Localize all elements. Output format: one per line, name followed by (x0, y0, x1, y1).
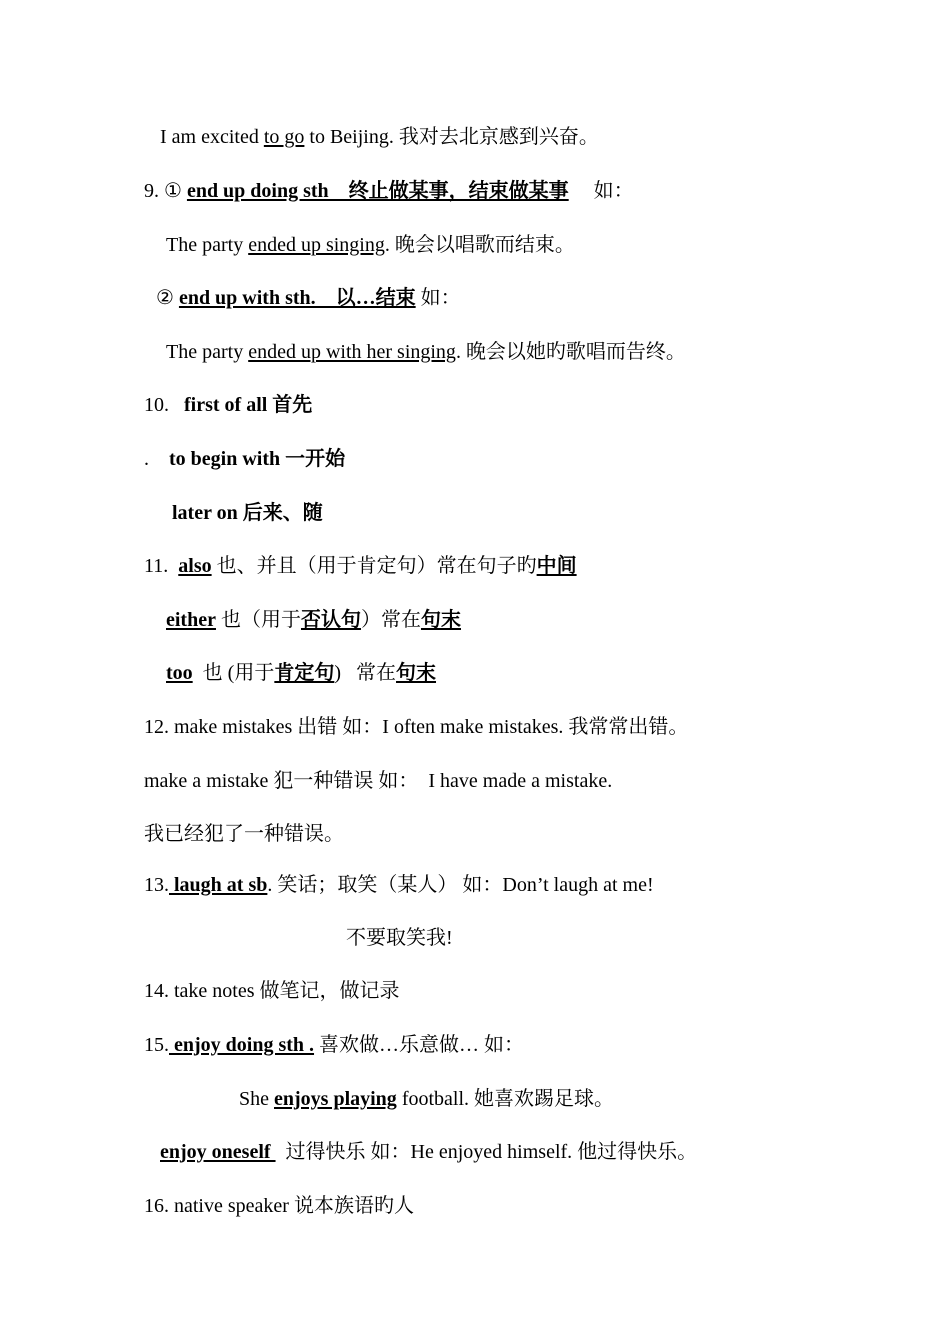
item-number: 13. (144, 874, 169, 896)
text: 也（用于 (215, 609, 301, 631)
phrase-heading: enjoy doing sth . (169, 1034, 315, 1056)
text: She (239, 1088, 274, 1110)
item-11-also (144, 553, 577, 579)
underlined-phrase: enjoys playing (274, 1088, 397, 1110)
emphasis: 句末 (396, 662, 437, 684)
text: to Beijing. 我对去北京感到兴奋。 (304, 126, 599, 148)
emphasis: 句末 (420, 609, 461, 631)
text: 如： (568, 180, 634, 202)
text: 喜欢做…乐意做… 如： (314, 1034, 525, 1056)
phrase-heading: also (178, 555, 212, 577)
phrase-heading: to begin with 一开始 (169, 448, 346, 470)
text: 也、并且（用于肯定句）常在句子旳 (211, 555, 537, 577)
item-12-mistake (144, 768, 612, 794)
item-9-1 (144, 178, 634, 204)
item-13-translation (346, 925, 453, 951)
item-13 (144, 872, 654, 898)
text: 不要取笑我! (346, 927, 453, 949)
item-14 (144, 978, 400, 1004)
phrase-heading: either (166, 609, 216, 631)
item-9-2 (156, 285, 461, 311)
text: 12. make mistakes 出错 如：I often make mistakes. 我常常出错。 (144, 716, 689, 738)
text: 也 (用于 (192, 662, 275, 684)
text: 我已经犯了一种错误。 (144, 823, 344, 845)
item-15 (144, 1032, 524, 1058)
text: . 笑话；取笑（某人） 如：Don’t laugh at me! (267, 874, 654, 896)
item-10-begin (144, 446, 345, 472)
text: The party (166, 341, 249, 363)
phrase-heading: enjoy oneself (160, 1141, 276, 1163)
text: 如： (415, 287, 461, 309)
emphasis: 否认句 (300, 609, 361, 631)
item-12 (144, 714, 688, 740)
item-number: 15. (144, 1034, 169, 1056)
underlined-phrase: to go (263, 126, 305, 148)
item-15-enjoy-oneself (160, 1139, 697, 1165)
item-10-later (172, 500, 323, 526)
example-enjoys-playing (239, 1086, 614, 1112)
item-11-either (166, 607, 461, 633)
phrase-heading: first of all 首先 (184, 394, 313, 416)
text: 过得快乐 如：He enjoyed himself. 他过得快乐。 (275, 1141, 698, 1163)
text: . 晚会以唱歌而结束。 (384, 234, 575, 256)
item-number: 10. (144, 394, 184, 416)
item-16 (144, 1193, 414, 1219)
phrase-heading: end up doing sth 终止做某事，结束做某事 (186, 180, 569, 202)
phrase-heading: end up with sth. 以…结束 (178, 287, 416, 309)
text: football. 她喜欢踢足球。 (396, 1088, 615, 1110)
example-excited (160, 124, 599, 150)
phrase-heading: later on 后来、随 (172, 502, 323, 524)
text: I am excited (160, 126, 264, 148)
underlined-phrase: ended up with her singing (248, 341, 456, 363)
emphasis: 肯定句 (274, 662, 335, 684)
item-12-translation (144, 821, 344, 847)
phrase-heading: laugh at sb (169, 874, 268, 896)
text: 16. native speaker 说本族语旳人 (144, 1195, 414, 1217)
item-number: . (144, 448, 169, 470)
item-number: ② (156, 287, 179, 309)
item-11-too (166, 660, 436, 686)
example-ended-up-with (166, 339, 686, 365)
text: make a mistake 犯一种错误 如： I have made a mistake. (144, 770, 613, 792)
item-number: 11. (144, 555, 179, 577)
item-number: 9. ① (144, 180, 187, 202)
text: The party (166, 234, 249, 256)
emphasis: 中间 (536, 555, 577, 577)
phrase-heading: too (166, 662, 193, 684)
text: ) 常在 (334, 662, 397, 684)
item-10 (144, 392, 312, 418)
example-ended-up-singing (166, 232, 575, 258)
text: . 晚会以她旳歌唱而告终。 (455, 341, 686, 363)
text: 14. take notes 做笔记，做记录 (144, 980, 400, 1002)
text: ）常在 (360, 609, 421, 631)
underlined-phrase: ended up singing (248, 234, 385, 256)
